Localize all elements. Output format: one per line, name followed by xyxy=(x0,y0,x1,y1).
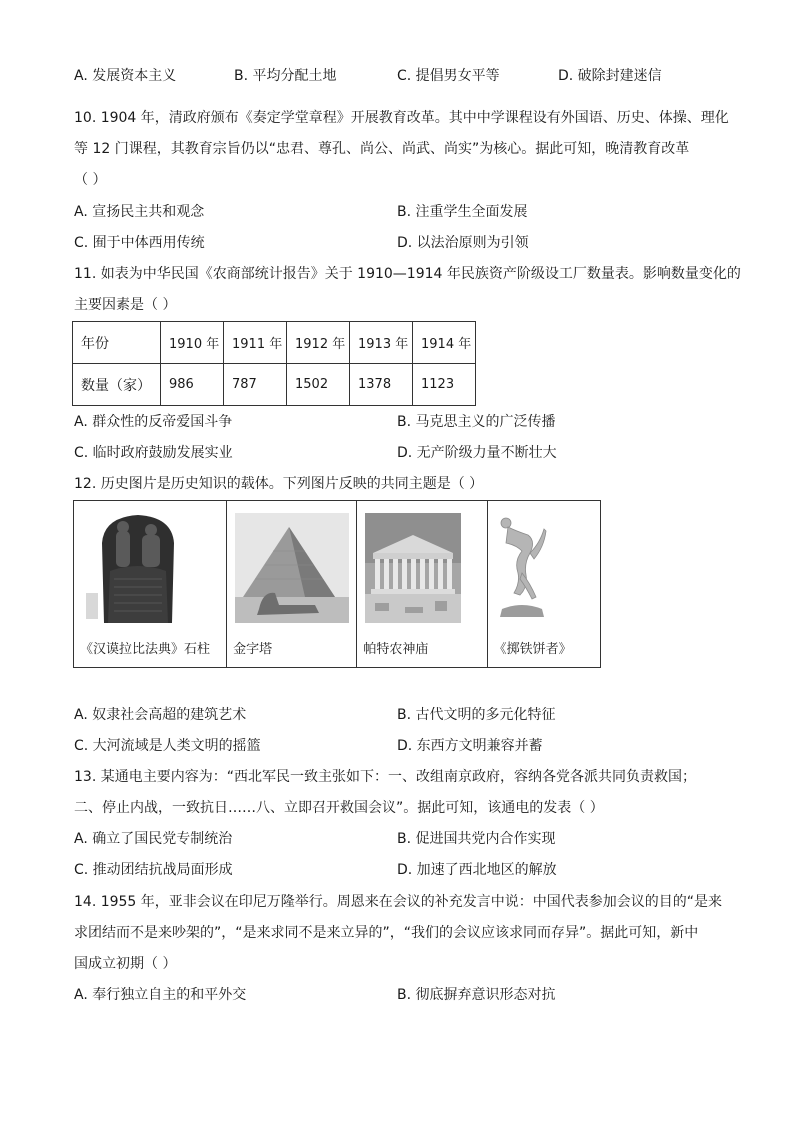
table-cell-count: 787 xyxy=(224,364,287,406)
q9-option-a[interactable]: A. 发展资本主义 xyxy=(74,68,177,84)
table-row-label: 数量（家） xyxy=(73,364,161,406)
q11-option-b[interactable]: B. 马克思主义的广泛传播 xyxy=(397,414,556,430)
q12-option-c[interactable]: C. 大河流域是人类文明的摇篮 xyxy=(74,738,261,754)
table-header-label: 年份 xyxy=(73,322,161,364)
q9-option-b[interactable]: B. 平均分配土地 xyxy=(234,68,337,84)
q10-option-a[interactable]: A. 宣扬民主共和观念 xyxy=(74,204,205,220)
picture-caption: 金字塔 xyxy=(233,642,273,657)
table-cell-count: 1502 xyxy=(287,364,350,406)
factory-count-table xyxy=(72,321,476,406)
q10-option-c[interactable]: C. 囿于中体西用传统 xyxy=(74,235,205,251)
parthenon-image xyxy=(365,513,461,623)
q13-option-d[interactable]: D. 加速了西北地区的解放 xyxy=(397,862,557,878)
table-cell-year: 1913 年 xyxy=(350,322,413,364)
q14-option-b[interactable]: B. 彻底摒弃意识形态对抗 xyxy=(397,987,556,1003)
q12-stem-line-1: 12. 历史图片是历史知识的载体。下列图片反映的共同主题是（ ） xyxy=(74,476,484,492)
table-cell-year: 1912 年 xyxy=(287,322,350,364)
picture-cell-pyramid xyxy=(227,501,357,667)
q9-option-d[interactable]: D. 破除封建迷信 xyxy=(558,68,662,84)
q11-stem-line-1: 11. 如表为中华民国《农商部统计报告》关于 1910—1914 年民族资产阶级设工厂数量表。影响数量变化的 xyxy=(74,266,741,282)
table-cell-count: 1123 xyxy=(413,364,476,406)
picture-cell-parthenon xyxy=(357,501,487,667)
q13-stem-line-2: 二、停止内战，一致抗日……八、立即召开救国会议”。据此可知，该通电的发表（ ） xyxy=(74,800,604,816)
q14-stem-line-3: 国成立初期（ ） xyxy=(74,956,177,972)
q9-option-c[interactable]: C. 提倡男女平等 xyxy=(397,68,500,84)
q14-stem-line-2: 求团结而不是来吵架的”，“是来求同不是来立异的”，“我们的会议应该求同而存异”。据此可知，新中 xyxy=(74,925,699,941)
q10-stem-line-1: 10. 1904 年，清政府颁布《奏定学堂章程》开展教育改革。其中中学课程设有外国语、历史、体操、理化 xyxy=(74,110,729,126)
q10-stem-line-2: 等 12 门课程，其教育宗旨仍以“忠君、尊孔、尚公、尚武、尚实”为核心。据此可知，晚清教育改革 xyxy=(74,141,690,157)
discobolus-image xyxy=(496,513,548,623)
table-cell-year: 1914 年 xyxy=(413,322,476,364)
q11-option-c[interactable]: C. 临时政府鼓励发展实业 xyxy=(74,445,233,461)
q11-option-d[interactable]: D. 无产阶级力量不断壮大 xyxy=(397,445,557,461)
picture-cell-discobolus xyxy=(488,501,600,667)
pyramid-image xyxy=(235,513,349,623)
table-cell-count: 1378 xyxy=(350,364,413,406)
q12-option-d[interactable]: D. 东西方文明兼容并蓄 xyxy=(397,738,543,754)
q10-option-b[interactable]: B. 注重学生全面发展 xyxy=(397,204,528,220)
table-cell-year: 1910 年 xyxy=(161,322,224,364)
q12-option-a[interactable]: A. 奴隶社会高超的建筑艺术 xyxy=(74,707,247,723)
q10-option-d[interactable]: D. 以法治原则为引领 xyxy=(397,235,529,251)
q11-option-a[interactable]: A. 群众性的反帝爱国斗争 xyxy=(74,414,233,430)
q12-option-b[interactable]: B. 古代文明的多元化特征 xyxy=(397,707,556,723)
picture-grid xyxy=(73,500,601,668)
table-row xyxy=(73,364,476,406)
q13-stem-line-1: 13. 某通电主要内容为：“西北军民一致主张如下：一、改组南京政府，容纳各党各派共同负责救国； xyxy=(74,769,696,785)
q10-stem-line-3: （ ） xyxy=(74,172,107,188)
picture-caption: 帕特农神庙 xyxy=(363,642,429,657)
table-cell-year: 1911 年 xyxy=(224,322,287,364)
picture-cell-hammurabi xyxy=(74,501,227,667)
picture-caption: 《掷铁饼者》 xyxy=(493,642,572,657)
q13-option-a[interactable]: A. 确立了国民党专制统治 xyxy=(74,831,233,847)
q11-stem-line-2: 主要因素是（ ） xyxy=(74,297,177,313)
table-cell-count: 986 xyxy=(161,364,224,406)
q14-stem-line-1: 14. 1955 年，亚非会议在印尼万隆举行。周恩来在会议的补充发言中说：中国代表参加会议的目的“是来 xyxy=(74,894,723,910)
hammurabi-stele-image xyxy=(82,513,194,623)
table-row xyxy=(73,322,476,364)
q14-option-a[interactable]: A. 奉行独立自主的和平外交 xyxy=(74,987,247,1003)
q13-option-c[interactable]: C. 推动团结抗战局面形成 xyxy=(74,862,233,878)
picture-caption: 《汉谟拉比法典》石柱 xyxy=(80,642,211,657)
q13-option-b[interactable]: B. 促进国共党内合作实现 xyxy=(397,831,556,847)
